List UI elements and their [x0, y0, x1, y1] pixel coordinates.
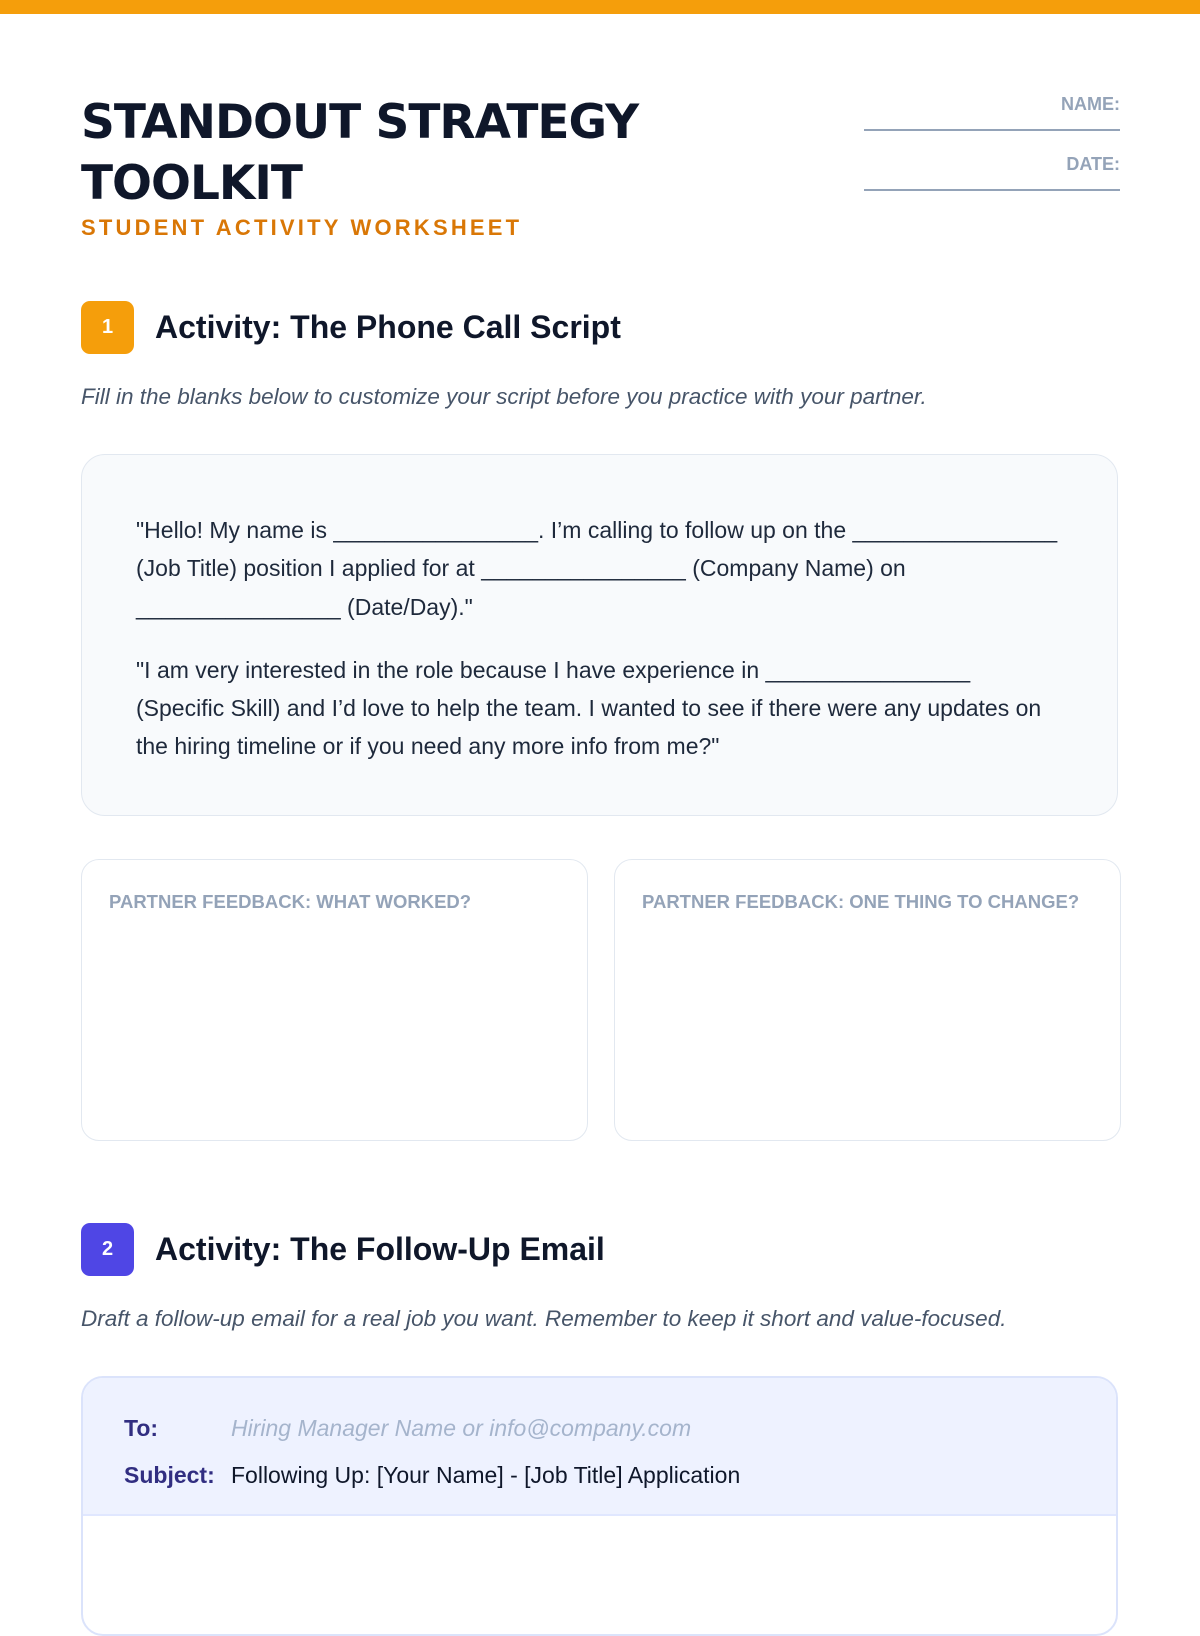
email-subject-row	[83, 1452, 1116, 1499]
name-field[interactable]	[864, 129, 1120, 131]
script-paragraph-1	[136, 511, 1062, 626]
script-text: "Hello! My name is	[136, 517, 334, 543]
email-to-row	[83, 1405, 1116, 1452]
section-2-title: Activity: The Follow-Up Email	[155, 1231, 605, 1267]
blank-specific-skill[interactable]: ________________	[765, 656, 971, 683]
section-2-number-badge: 2	[81, 1223, 134, 1276]
email-body-area[interactable]	[83, 1516, 1116, 1636]
script-text: "I am very interested in the role because I have experience in	[136, 656, 766, 683]
email-subject-label: Subject:	[124, 1462, 215, 1488]
date-label: DATE:	[1066, 154, 1120, 174]
email-header	[83, 1378, 1116, 1516]
blank-your-name[interactable]: ________________	[333, 517, 539, 543]
student-info	[864, 92, 1120, 212]
page-title: STANDOUT STRATEGY TOOLKIT	[81, 95, 639, 211]
feedback-what-worked-label: PARTNER FEEDBACK: WHAT WORKED?	[109, 891, 472, 912]
script-paragraph-2	[136, 651, 1062, 766]
feedback-what-worked-box[interactable]	[81, 859, 588, 1141]
feedback-change-label: PARTNER FEEDBACK: ONE THING TO CHANGE?	[642, 891, 1080, 912]
section-1-instruction: Fill in the blanks below to customize your script before you practice with your partner.	[81, 384, 927, 409]
email-to-field[interactable]: Hiring Manager Name or info@company.com	[231, 1415, 692, 1441]
script-text: . I’m calling to follow up on the	[538, 517, 853, 543]
feedback-change-box[interactable]	[614, 859, 1121, 1141]
phone-script-box	[81, 454, 1118, 816]
script-text: (Job Title) position I applied for at	[136, 555, 482, 582]
section-1-number-badge: 1	[81, 301, 134, 354]
section-1-title: Activity: The Phone Call Script	[155, 309, 621, 345]
email-subject-field[interactable]: Following Up: [Your Name] - [Job Title] Application	[231, 1462, 741, 1488]
script-text: (Company Name) on	[685, 555, 906, 582]
date-field[interactable]	[864, 189, 1120, 191]
top-accent-bar	[0, 0, 1200, 14]
email-draft-box	[81, 1376, 1118, 1636]
name-row	[864, 92, 1120, 152]
date-row	[864, 152, 1120, 212]
blank-date-day[interactable]: ________________	[136, 593, 341, 620]
section-2-header	[81, 1223, 605, 1276]
page-subtitle: STUDENT ACTIVITY WORKSHEET	[81, 215, 523, 240]
script-text: (Specific Skill) and I’d love to help the team. I wanted to see if there were any updates on the hiring timeline or if you need any more info from me?"	[136, 695, 1042, 760]
email-to-label: To:	[124, 1415, 159, 1441]
blank-job-title[interactable]: ________________	[852, 517, 1058, 543]
section-1-header	[81, 301, 621, 354]
name-label: NAME:	[1061, 94, 1120, 114]
blank-company-name[interactable]: ________________	[481, 555, 686, 582]
section-2-instruction: Draft a follow-up email for a real job you want. Remember to keep it short and value-focused.	[81, 1306, 1007, 1331]
script-text: (Date/Day)."	[340, 593, 473, 620]
